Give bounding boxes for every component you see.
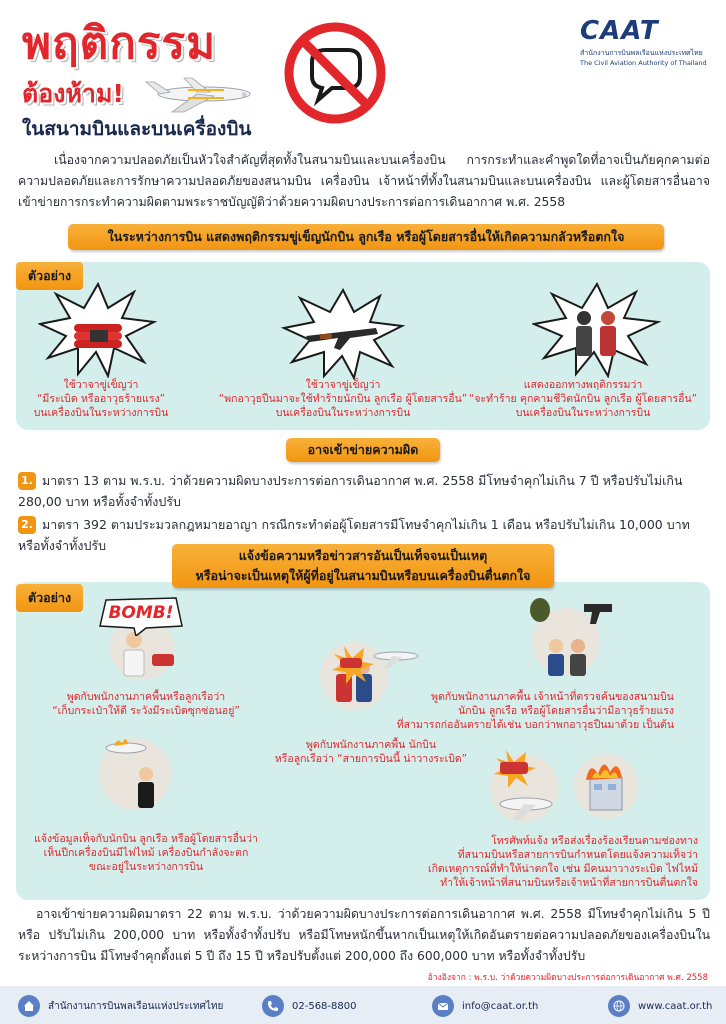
footer-phone-text: 02-568-8800 (292, 1000, 357, 1012)
footer-web[interactable] (608, 995, 712, 1017)
logo-wordmark: CAAT (580, 16, 659, 46)
law-item-2-text: มาตรา 392 ตามประมวลกฎหมายอาญา กรณีกระทำต่อผู้โดยสารมีโทษจำคุกไม่เกิน 1 เดือน หรือปรับไม่เกิน 10,000 บาท หรือทั้งจำทั้งปรับ (18, 517, 690, 553)
footer-phone[interactable] (262, 995, 356, 1017)
ex2-5-line-4: ทำให้เจ้าหน้าที่สนามบินหรือเจ้าหน้าที่สายการบินตื่นตกใจ (440, 877, 698, 889)
home-icon (18, 995, 40, 1017)
section1-banner: ในระหว่างการบิน แสดงพฤติกรรมขู่เข็ญนักบิน ลูกเรือ หรือผู้โดยสารอื่นให้เกิดความกลัวหรือตกใจ (68, 224, 664, 250)
title-location: ในสนามบินและบนเครื่องบิน (22, 118, 252, 140)
footer-email[interactable] (432, 995, 538, 1017)
ex2-1-line-1: พูดกับพนักงานภาคพื้นหรือลูกเรือว่า (66, 691, 226, 703)
bomb-plane-illustration (330, 640, 420, 686)
offence-banner: อาจเข้าข่ายความผิด (286, 438, 440, 462)
airplane-icon (142, 72, 262, 116)
bomb-word: BOMB! (108, 603, 174, 623)
ex2-4-line-3: ที่สามารถก่ออันตรายได้เช่น บอกว่าพกอาวุธปืนมาด้วย เป็นต้น (396, 719, 674, 731)
ex2-1-caption (26, 690, 266, 718)
mail-icon (432, 995, 454, 1017)
footer-org (18, 995, 223, 1017)
penalty-paragraph: อาจเข้าข่ายความผิดมาตรา 22 ตาม พ.ร.บ. ว่าด้วยความผิดบางประการต่อการเดินอากาศ พ.ศ. 2558 มีโทษจำคุกไม่เกิน 5 ปี หรือ ปรับไม่เกิน 200,000 บาท หรือทั้งจำทั้งปรับ หรือมีโทษหนักขึ้นหากเป็นเหตุให้เกิดอันตรายต่อความปลอดภัยของเครื่องบินในระหว่างการบิน มีโทษจำคุกตั้งแต่ 5 ปี ถึง 15 ปี หรือปรับตั้งแต่ 200,000 ถึง 600,000 บาท หรือทั้งจำทั้งปรับ (18, 907, 710, 963)
example-tag-2: ตัวอย่าง (16, 584, 83, 612)
section2-banner (172, 544, 554, 588)
law-item-1-text: มาตรา 13 ตาม พ.ร.บ. ว่าด้วยความผิดบางประการต่อการเดินอากาศ พ.ศ. 2558 มีโทษจำคุกไม่เกิน 7 ปี หรือปรับไม่เกิน 280,00 บาท หรือทั้งจำทั้งปรับ (18, 473, 683, 509)
section2-banner-line-1: แจ้งข้อความหรือข่าวสารอันเป็นเท็จจนเป็นเหตุ (238, 548, 488, 563)
logo-name-th: สำนักงานการบินพลเรือนแห่งประเทศไทย (580, 49, 703, 57)
example-2-line-2: “พกอาวุธปืนมาจะใช้ทำร้ายนักบิน ลูกเรือ ผู้โดยสารอื่น” (218, 393, 468, 405)
no-talking-sign-icon (282, 20, 388, 126)
footer-web-text: www.caat.or.th (638, 1000, 713, 1012)
example-2-line-3: บนเครื่องบินในระหว่างการบิน (275, 407, 411, 419)
bomb-airport-illustration (476, 742, 572, 826)
footer (0, 986, 726, 1024)
ex2-5-line-1: โทรศัพท์แจ้ง หรือส่งเรื่องร้องเรียนตามช่องทาง (491, 835, 698, 847)
title-sub: ต้องห้าม! (22, 79, 124, 108)
example-1-line-1: ใช้วาจาขู่เข็ญว่า (63, 379, 139, 391)
ex2-4-line-2: นักบิน ลูกเรือ หรือผู้โดยสารอื่นว่ามีอาวุธร้ายแรง (458, 705, 674, 717)
ex2-4-caption (376, 690, 674, 732)
example-2-caption (198, 378, 488, 420)
example-3-line-1: แสดงออกทางพฤติกรรมว่า (523, 379, 643, 391)
intro-paragraph: เนื่องจากความปลอดภัยเป็นหัวใจสำคัญที่สุดทั้งในสนามบินและบนเครื่องบิน การกระทำและคำพูดใดที่อาจเป็นภัยคุกคามต่อความปลอดภัยและการรักษาความปลอดภัยของสนามบิน เครื่องบิน เจ้าหน้าที่ทั้งในสนามบินและบนเครื่องบิน และผู้โดยสารอื่นอาจเข้าข่ายการกระทำความผิดตามพระราชบัญญัติว่าด้วยความผิดบางประการต่อการเดินอากาศ พ.ศ. 2558 (18, 153, 710, 209)
ex2-3-line-3: ขณะอยู่ในระหว่างการบิน (88, 861, 204, 873)
phone-icon (262, 995, 284, 1017)
example-tag-1: ตัวอย่าง (16, 262, 83, 290)
ex2-3-line-2: เห็นปีกเครื่องบินมีไฟไหม้ เครื่องบินกำลังจะตก (43, 847, 249, 859)
ex2-2-line-1: พูดกับพนักงานภาคพื้น นักบิน (305, 739, 437, 751)
ex2-1-line-2: “เก็บกระเป๋าให้ดี ระวังมีระเบิดซุกซ่อนอยู่” (52, 705, 240, 717)
ex2-3-line-1: แจ้งข้อมูลเท็จกับนักบิน ลูกเรือ หรือผู้โดยสารอื่นว่า (34, 833, 258, 845)
source-reference: อ้างอิงจาก : พ.ร.บ. ว่าด้วยความผิดบางประการต่อการเดินอากาศ พ.ศ. 2558 (427, 973, 708, 983)
example-1-caption (26, 378, 176, 420)
bomb-burst-illustration (38, 282, 158, 378)
ex2-2-caption (256, 738, 486, 766)
fire-plane-illustration (96, 734, 174, 812)
globe-icon (608, 995, 630, 1017)
fire-building-illustration (570, 748, 642, 820)
example-2-line-1: ใช้วาจาขู่เข็ญว่า (305, 379, 381, 391)
example-3-line-3: บนเครื่องบินในระหว่างการบิน (515, 407, 651, 419)
law-item-1 (18, 470, 710, 512)
bomb-speech-bubble (96, 596, 186, 636)
example-3-line-2: “จะทำร้าย คุกคามชีวิตนักบิน ลูกเรือ ผู้โดยสารอื่น” (468, 393, 698, 405)
example-1-line-2: “มีระเบิด หรืออาวุธร้ายแรง” (36, 393, 166, 405)
ex2-2-line-2: หรือลูกเรือว่า “สายการบินนี้ น่าวางระเบิด” (274, 753, 468, 765)
ex2-4-line-1: พูดกับพนักงานภาคพื้น เจ้าหน้าที่ตรวจค้นของสนามบิน (431, 691, 674, 703)
title-main: พฤติกรรม (22, 18, 217, 69)
example-1-line-3: บนเครื่องบินในระหว่างการบิน (33, 407, 169, 419)
footer-email-text: info@caat.or.th (462, 1000, 539, 1012)
caat-logo (580, 16, 710, 67)
header (0, 0, 726, 150)
example-3-caption (458, 378, 708, 420)
weapons-illustration (522, 594, 616, 678)
law-item-2-number: 2. (18, 516, 36, 534)
gun-burst-illustration (280, 288, 406, 380)
section2-banner-line-2: หรือน่าจะเป็นเหตุให้ผู้ที่อยู่ในสนามบินหรือบนเครื่องบินตื่นตกใจ (195, 568, 531, 583)
attacker-burst-illustration (532, 282, 662, 378)
ex2-3-caption (26, 832, 266, 874)
ex2-5-line-3: เกิดเหตุการณ์ที่ทำให้น่าตกใจ เช่น มีคนมาวางระเบิด ไฟไหม้ (427, 863, 698, 875)
law-item-1-number: 1. (18, 472, 36, 490)
ex2-5-caption (376, 834, 698, 890)
logo-name-en: The Civil Aviation Authority of Thailand (580, 59, 707, 67)
footer-org-text: สำนักงานการบินพลเรือนแห่งประเทศไทย (48, 1000, 224, 1012)
ex2-5-line-2: ที่สนามบินหรือสายการบินกำหนดโดยแจ้งความเท็จว่า (457, 849, 698, 861)
